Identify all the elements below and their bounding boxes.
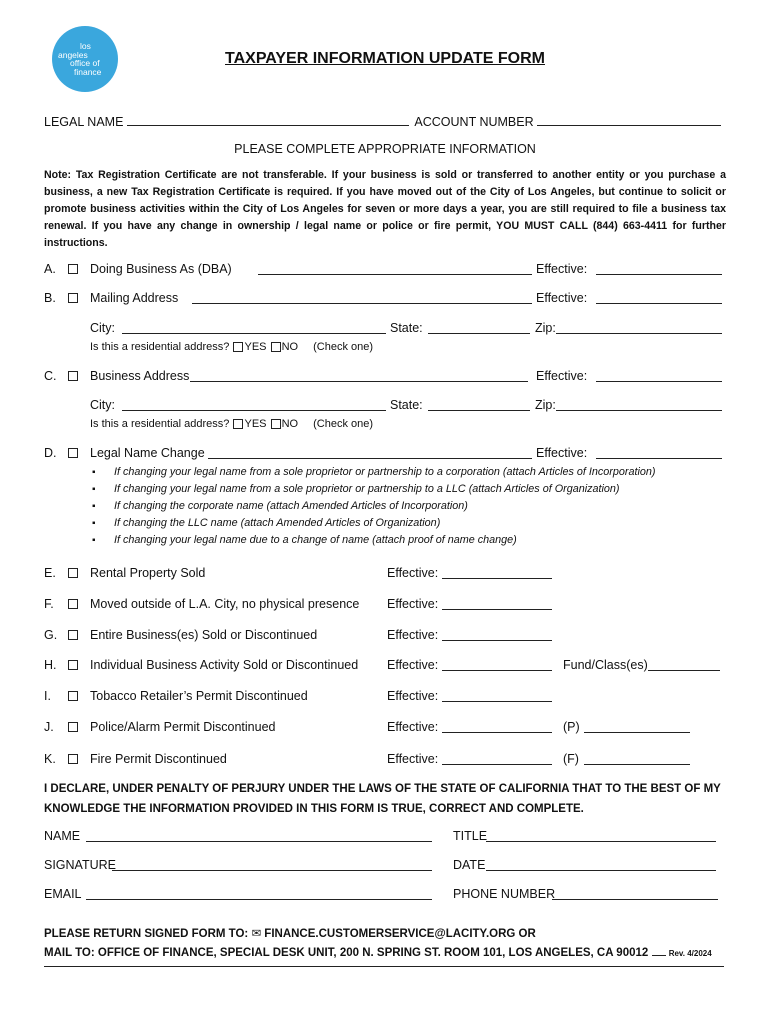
bullet-item: ▪ If changing your legal name from a sole proprietor or partnership to a LLC (attach Articles of Organization) (92, 481, 656, 498)
item-b-state-label: State: (390, 321, 423, 335)
item-b-row (44, 291, 734, 307)
name-label: NAME (44, 829, 81, 843)
item-b-checkbox[interactable] (68, 293, 78, 303)
item-c-state-field[interactable] (428, 398, 530, 411)
item-b-residential-row (90, 341, 373, 353)
item-e-effective-field[interactable] (442, 566, 552, 579)
logo-line-1: los (80, 41, 91, 51)
item-c-check-one: (Check one) (313, 418, 374, 430)
item-d-checkbox[interactable] (68, 448, 78, 458)
item-j-checkbox[interactable] (68, 722, 78, 732)
item-c-effective-field[interactable] (596, 369, 722, 382)
item-b-check-one: (Check one) (313, 341, 374, 353)
date-label: DATE (453, 858, 486, 872)
item-i-effective-label: Effective: (387, 689, 439, 703)
item-c-label: Business Address (90, 369, 190, 383)
item-h-effective-field[interactable] (442, 658, 552, 671)
item-k-f-label: (F) (563, 752, 579, 766)
email-phone-row (44, 887, 734, 903)
item-k-checkbox[interactable] (68, 754, 78, 764)
item-c-letter: C. (44, 369, 57, 383)
item-a-label: Doing Business As (DBA) (90, 262, 232, 276)
item-f-checkbox[interactable] (68, 599, 78, 609)
signature-field[interactable] (112, 858, 432, 871)
item-b-effective-label: Effective: (536, 291, 588, 305)
item-d-effective-label: Effective: (536, 446, 588, 460)
item-c-field[interactable] (190, 369, 528, 382)
form-title: TAXPAYER INFORMATION UPDATE FORM (225, 50, 545, 67)
logo-line-3: office of (70, 58, 100, 68)
item-f-letter: F. (44, 597, 54, 611)
item-d-field[interactable] (208, 446, 532, 459)
item-g-effective-field[interactable] (442, 628, 552, 641)
item-c-row (44, 369, 734, 385)
item-c-checkbox[interactable] (68, 371, 78, 381)
phone-field[interactable] (552, 887, 718, 900)
bullet-item: ▪ If changing your legal name due to a change of name (attach proof of name change) (92, 532, 656, 549)
item-b-zip-field[interactable] (556, 321, 722, 334)
item-b-label: Mailing Address (90, 291, 179, 305)
perjury-declaration: I DECLARE, UNDER PENALTY OF PERJURY UNDER THE LAWS OF THE STATE OF CALIFORNIA THAT TO THE BEST OF MY KNOWLEDGE THE INFORMATION PROVIDED IN THIS FORM IS TRUE, CORRECT AND COMPLETE. (44, 783, 721, 815)
item-e-letter: E. (44, 566, 56, 580)
item-i-checkbox[interactable] (68, 691, 78, 701)
item-c-state-label: State: (390, 398, 423, 412)
item-g-checkbox[interactable] (68, 630, 78, 640)
item-d-effective-field[interactable] (596, 446, 722, 459)
item-g-effective-label: Effective: (387, 628, 439, 642)
item-h-checkbox[interactable] (68, 660, 78, 670)
item-e-effective-label: Effective: (387, 566, 439, 580)
bullet-item: ▪ If changing the corporate name (attach Amended Articles of Incorporation) (92, 498, 656, 515)
signature-label: SIGNATURE (44, 858, 116, 872)
item-d-label: Legal Name Change (90, 446, 205, 460)
return-instructions (44, 926, 536, 940)
item-c-zip-field[interactable] (556, 398, 722, 411)
account-number-label: ACCOUNT NUMBER (414, 115, 534, 129)
item-d-row (44, 446, 734, 462)
item-j-letter: J. (44, 720, 54, 734)
mail-to-blank (652, 945, 666, 956)
item-e-label: Rental Property Sold (90, 566, 206, 580)
legal-name-label: LEGAL NAME (44, 115, 124, 129)
item-j-p-label: (P) (563, 720, 580, 734)
item-b-zip-label: Zip: (535, 321, 556, 335)
item-b-no-checkbox[interactable] (271, 342, 281, 352)
name-title-row (44, 829, 734, 845)
item-c-city-row (44, 398, 734, 414)
return-label: PLEASE RETURN SIGNED FORM TO: (44, 928, 249, 940)
item-i-row (44, 689, 734, 705)
item-e-checkbox[interactable] (68, 568, 78, 578)
name-field[interactable] (86, 829, 432, 842)
item-k-effective-field[interactable] (442, 752, 552, 765)
revision-label: Rev. 4/2024 (668, 949, 712, 958)
email-field[interactable] (86, 887, 432, 900)
item-c-effective-label: Effective: (536, 369, 588, 383)
item-b-city-label: City: (90, 321, 115, 335)
footer-rule (44, 966, 724, 967)
item-h-label: Individual Business Activity Sold or Discontinued (90, 658, 359, 672)
item-g-label: Entire Business(es) Sold or Discontinued (90, 628, 318, 642)
item-b-yes-checkbox[interactable] (233, 342, 243, 352)
envelope-icon: ✉ (251, 928, 262, 940)
item-i-label: Tobacco Retailer’s Permit Discontinued (90, 689, 308, 703)
item-j-effective-field[interactable] (442, 720, 552, 733)
item-j-effective-label: Effective: (387, 720, 439, 734)
item-b-effective-field[interactable] (596, 291, 722, 304)
item-h-effective-label: Effective: (387, 658, 439, 672)
item-b-city-field[interactable] (122, 321, 386, 334)
item-b-letter: B. (44, 291, 56, 305)
title-field[interactable] (486, 829, 716, 842)
item-i-letter: I. (44, 689, 51, 703)
item-j-row (44, 720, 734, 736)
item-b-residential-question: Is this a residential address? (90, 341, 230, 353)
mail-to-line (44, 945, 712, 959)
item-c-no-label: NO (281, 418, 299, 430)
logo-line-2: angeles (58, 49, 88, 60)
item-j-label: Police/Alarm Permit Discontinued (90, 720, 276, 734)
item-j-p-field[interactable] (584, 720, 690, 733)
item-a-row (44, 262, 734, 278)
item-f-effective-label: Effective: (387, 597, 439, 611)
item-k-label: Fire Permit Discontinued (90, 752, 227, 766)
item-f-label: Moved outside of L.A. City, no physical presence (90, 597, 360, 611)
item-c-yes-checkbox[interactable] (233, 419, 243, 429)
note-paragraph: Note: Tax Registration Certificate are not transferable. If your business is sold or transferred to another entity or you purchase a business, a new Tax Registration Certificate is required. If you have moved out of the City of Los Angeles, but continue to solicit or promote business activities within the City of Los Angeles for seven or more days a year, you are still required to file a business tax renewal. If you have any change in ownership / legal name or police or fire permit, YOU MUST CALL (844) 663-4411 for further instructions. (44, 169, 726, 249)
item-h-fund-class-label: Fund/Class(es) (563, 658, 648, 672)
instruction-heading: PLEASE COMPLETE APPROPRIATE INFORMATION (234, 142, 536, 156)
item-c-city-label: City: (90, 398, 115, 412)
email-label: EMAIL (44, 887, 82, 901)
item-c-residential-question: Is this a residential address? (90, 418, 230, 430)
account-number-field[interactable] (537, 113, 721, 126)
item-a-effective-field[interactable] (596, 262, 722, 275)
item-g-letter: G. (44, 628, 58, 642)
item-b-no-label: NO (281, 341, 299, 353)
item-f-row (44, 597, 734, 613)
logo-line-4: finance (74, 66, 102, 77)
item-k-letter: K. (44, 752, 56, 766)
item-e-row (44, 566, 734, 582)
item-b-city-row (44, 321, 734, 337)
item-b-field[interactable] (192, 291, 532, 304)
bullet-item: ▪ If changing the LLC name (attach Amended Articles of Organization) (92, 515, 656, 532)
title-label: TITLE (453, 829, 488, 843)
item-c-yes-label: YES (244, 418, 267, 430)
item-h-fund-class-field[interactable] (648, 658, 720, 671)
date-field[interactable] (486, 858, 716, 871)
item-k-effective-label: Effective: (387, 752, 439, 766)
item-c-residential-row (90, 418, 373, 430)
item-i-effective-field[interactable] (442, 689, 552, 702)
legal-name-field[interactable] (127, 113, 409, 126)
item-c-no-checkbox[interactable] (271, 419, 281, 429)
item-a-letter: A. (44, 262, 56, 276)
item-b-state-field[interactable] (428, 321, 530, 334)
item-f-effective-field[interactable] (442, 597, 552, 610)
phone-label: PHONE NUMBER (453, 887, 556, 901)
item-c-city-field[interactable] (122, 398, 386, 411)
item-h-letter: H. (44, 658, 57, 672)
legal-name-change-bullets (92, 464, 656, 549)
bullet-item: ▪ If changing your legal name from a sole proprietor or partnership to a corporation (attach Articles of Incorporation) (92, 464, 656, 481)
item-b-yes-label: YES (244, 341, 267, 353)
item-k-f-field[interactable] (584, 752, 690, 765)
return-email[interactable]: FINANCE.CUSTOMERSERVICE@LACITY.ORG OR (264, 928, 536, 940)
item-k-row (44, 752, 734, 768)
item-d-letter: D. (44, 446, 57, 460)
legal-name-row (44, 113, 721, 129)
item-h-row (44, 658, 734, 674)
item-c-zip-label: Zip: (535, 398, 556, 412)
mail-to-address: MAIL TO: OFFICE OF FINANCE, SPECIAL DESK UNIT, 200 N. SPRING ST. ROOM 101, LOS ANGELES, CA 90012 (44, 947, 649, 959)
item-a-field[interactable] (258, 262, 532, 275)
item-g-row (44, 628, 734, 644)
signature-date-row (44, 858, 734, 874)
item-a-checkbox[interactable] (68, 264, 78, 274)
item-a-effective-label: Effective: (536, 262, 588, 276)
